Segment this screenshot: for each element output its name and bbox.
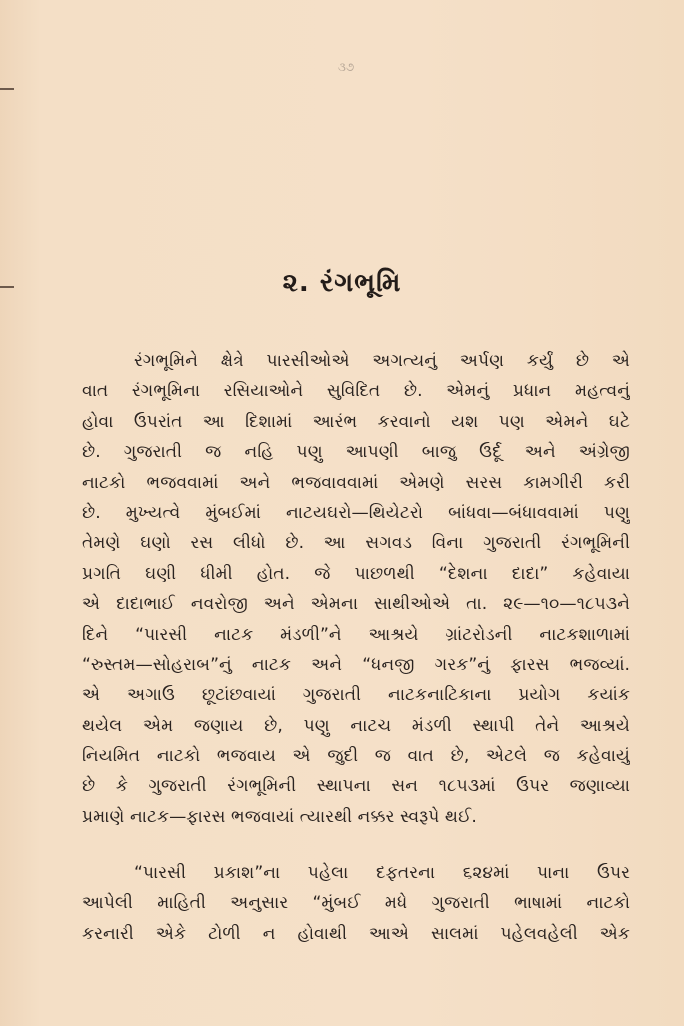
text-line: “પારસી પ્રકાશ”ના પહેલા દફતરના ૬૨૪માં પાના ઉપર [134, 863, 630, 883]
text-line: દિને “પારસી નાટક મંડળી”ને આશ્રયે ગ્રાંટરોડની નાટકશાળામાં [82, 624, 630, 645]
text-line: એ દાદાભાઈ નવરોજી અને એમના સાથીઓએ તા. ૨૯—૧૦—૧૮૫૩ને [82, 594, 630, 615]
paragraph-2 [82, 858, 630, 949]
text-line: છે કે ગુજરાતી રંગભૂમિની સ્થાપના સન ૧૮૫૩માં ઉપર જણાવ્યા [82, 776, 630, 797]
text-line: રંગભૂમિને ક્ષેત્રે પારસીઓએ અગત્યનું અર્પણ કર્યું છે એ [134, 351, 630, 371]
text-line: પ્રગતિ ઘણી ધીમી હોત. જે પાછળથી “દેશના દાદા” કહેવાયા [82, 563, 630, 584]
text-line: એ અગાઉ છૂટાંછવાયાં ગુજરાતી નાટકનાટિકાના પ્રયોગ કયાંક [82, 685, 630, 706]
text-line: આપેલી માહિતી અનુસાર “મુંબઈ મધે ગુજરાતી ભાષામાં નાટકો [82, 893, 630, 914]
spine-mark [0, 88, 14, 90]
text-line: નિયમિત નાટકો ભજવાય એ જુદી જ વાત છે, એટલે જ કહેવાયું [82, 746, 630, 767]
text-line: તેમણે ઘણો રસ લીધો છે. આ સગવડ વિના ગુજરાતી રંગભૂમિની [82, 533, 630, 554]
text-line: છે. મુખ્યત્વે મુંબઈમાં નાટયઘરો—થિયેટરો બાંધવા—બંધાવવામાં પણુ [82, 502, 630, 523]
text-line: થયેલ એમ જણાય છે, પણુ નાટચ મંડળી સ્થાપી તેને આશ્રયે [82, 715, 630, 736]
text-line: હોવા ઉપરાંત આ દિશામાં આરંભ કરવાનો યશ પણ એમને ઘટે [82, 411, 630, 432]
text-line: કરનારી એકે ટોળી ન હોવાથી આએ સાલમાં પહેલવહેલી એક [82, 923, 630, 944]
text-line: “રુસ્તમ—સોહરાબ”નું નાટક અને “ધનજી ગરક”નું ફારસ ભજવ્યાં. [82, 654, 630, 675]
text-line: વાત રંગભૂમિના રસિયાઓને સુવિદિત છે. એમનું પ્રધાન મહત્વનું [82, 381, 630, 402]
text-line: છે. ગુજરાતી જ નહિ પણુ આપણી બાજુ ઉર્દૂ અને અંગ્રેજી [82, 442, 630, 463]
page-number: ૩૭ [337, 60, 355, 74]
chapter-title: ૨. રંગભૂમિ [282, 268, 402, 298]
text-line: પ્રમાણે નાટક—ફારસ ભજવાયાં ત્યારથી નક્કર સ્વરૂપે થઈ. [82, 806, 477, 827]
paragraph-1 [82, 346, 630, 832]
text-line: નાટકો ભજવવામાં અને ભજવાવવામાં એમણે સરસ કામગીરી કરી [82, 472, 630, 493]
